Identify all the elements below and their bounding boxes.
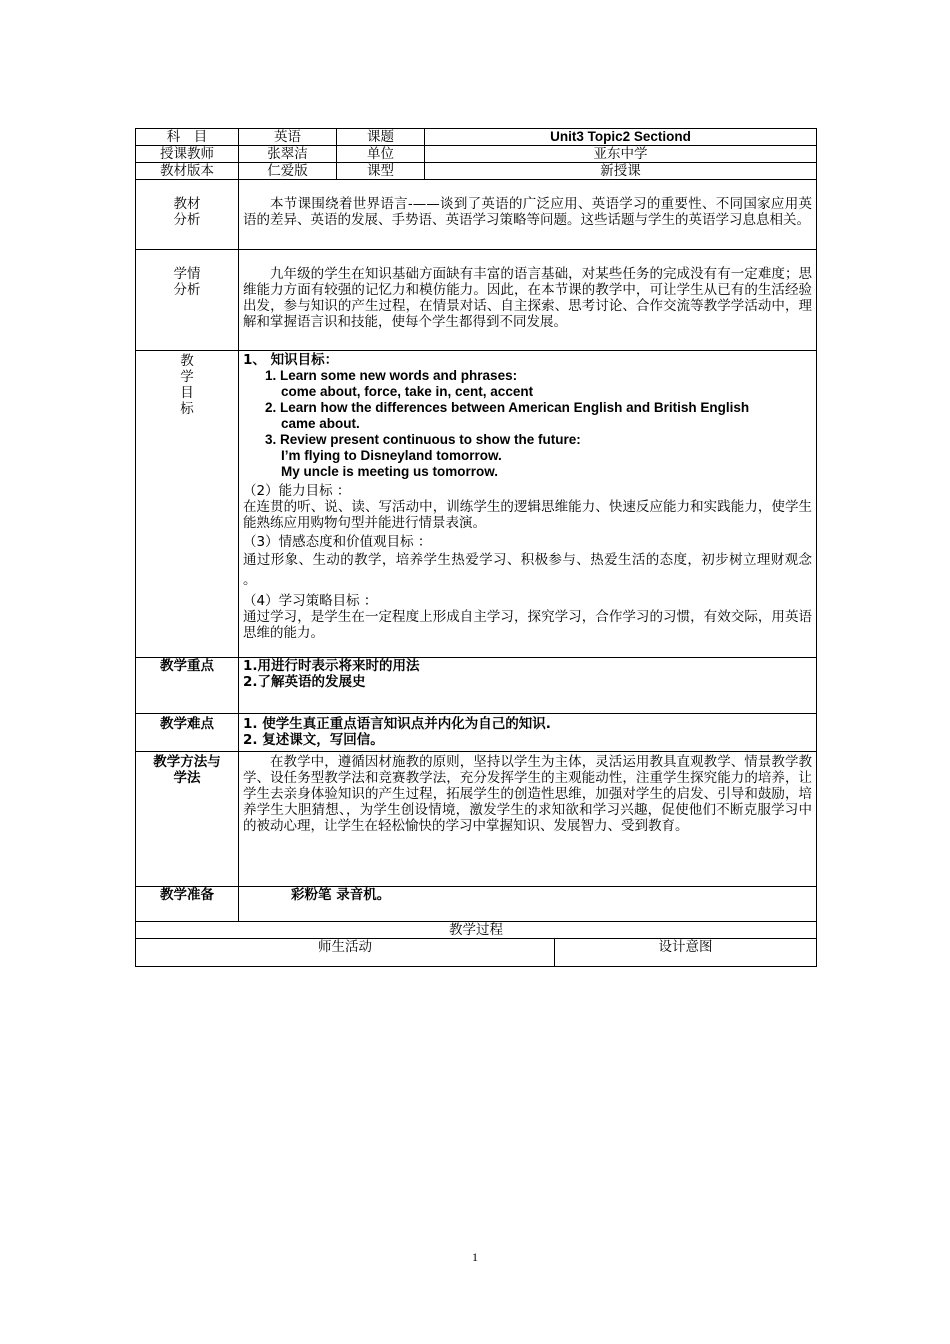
page-number: 1 [472,1250,478,1264]
material-label [136,180,239,250]
topic-value: Unit3 Topic2 Sectiond [425,129,817,146]
row-students [136,250,817,351]
process-col-activities: 师生活动 [136,939,555,967]
topic-label: 课题 [337,129,425,146]
subject-label: 科 目 [136,129,239,146]
knowledge-item-1: 1. Learn some new words and phrases: [265,368,518,383]
emotion-title: （3）情感态度和价值观目标 ： [243,534,432,550]
knowledge-item-2: 2. Learn how the differences between American English and British English [265,400,750,415]
objectives-label-char-2: 学 [180,369,194,385]
knowledge-item-3-example-1: I’m flying to Disneyland tomorrow. [281,448,502,463]
lesson-plan-table [135,128,817,967]
emotion-text: 通过形象、生动的教学，培养学生热爱学习、积极参与、热爱生活的态度，初步树立理财观念 。 [243,552,813,588]
knowledge-item-1-words: come about, force, take in, cent, accent [281,384,534,399]
ability-text: 在连贯的听、说、读、写活动中，训练学生的逻辑思维能力、快速反应能力和实践能力，使学生能熟练应用购物句型并能进行情景表演。 [243,499,813,531]
edition-label: 教材版本 [136,163,239,180]
row-process-title [136,922,817,939]
difficulties-content [239,714,817,752]
methods-label-line-1: 教学方法与 [153,754,221,770]
ability-title: （2）能力目标 ： [243,483,351,499]
knowledge-item-2-cont: came about. [281,416,360,431]
key-points-label: 教学重点 [136,658,239,714]
teacher-value: 张翠洁 [239,146,337,163]
objectives-label-char-1: 教 [180,353,194,369]
difficulty-1: 1. 使学生真正重点语言知识点并内化为自己的知识. [243,716,551,732]
material-text: 本节课围绕着世界语言-——谈到了英语的广泛应用、英语学习的重要性、不同国家应用英语的差异、英语的发展、手势语、英语学习策略等问题。这些话题与学生的英语学习息息相关。 [239,180,817,250]
row-preparation [136,887,817,922]
knowledge-item-3-example-2: My uncle is meeting us tomorrow. [281,464,499,479]
row-process-columns [136,939,817,967]
strategy-text: 通过学习，是学生在一定程度上形成自主学习，探究学习，合作学习的习惯，有效交际，用英语思维的能力。 [243,609,813,641]
methods-label [136,752,239,887]
row-teacher [136,146,817,163]
knowledge-title: 1、 知识目标： [243,352,339,368]
preparation-text: 彩粉笔 录音机。 [239,887,817,922]
methods-label-line-2: 学法 [173,770,201,786]
objectives-content [239,351,817,658]
students-label-line-2: 分析 [173,282,201,298]
edition-value: 仁爱版 [239,163,337,180]
type-label: 课型 [337,163,425,180]
objectives-label-char-4: 标 [180,401,194,417]
unit-label: 单位 [337,146,425,163]
row-subject [136,129,817,146]
process-col-intent: 设计意图 [555,939,817,967]
key-points-content [239,658,817,714]
material-label-line-1: 教材 [173,196,201,212]
methods-text: 在教学中，遵循因材施教的原则，坚持以学生为主体，灵活运用教具直观教学、情景教学教学、设任务型教学法和竞赛教学法，充分发挥学生的主观能动性，注重学生探究能力的培养，让学生去亲身体验知识的产生过程，拓展学生的创造性思维，加强对学生的启发、引导和鼓励，培养学生大胆猜想、，为学生创设情境，激发学生的求知欲和学习兴趣，促使他们不断克服学习中的被动心理，让学生在轻松愉快的学习中掌握知识、发展智力、受到教育。 [239,752,817,887]
type-value: 新授课 [425,163,817,180]
row-material [136,180,817,250]
objectives-label-char-3: 目 [180,385,194,401]
row-edition [136,163,817,180]
key-point-2: 2.了解英语的发展史 [243,674,366,690]
teacher-label: 授课教师 [136,146,239,163]
row-key-points [136,658,817,714]
material-label-line-2: 分析 [173,212,201,228]
unit-value: 亚东中学 [425,146,817,163]
objectives-label [136,351,239,658]
subject-value: 英语 [239,129,337,146]
knowledge-item-3: 3. Review present continuous to show the future: [265,432,581,447]
difficulty-2: 2. 复述课文，写回信。 [243,732,384,748]
process-title: 教学过程 [136,922,817,939]
difficulties-label: 教学难点 [136,714,239,752]
students-text: 九年级的学生在知识基础方面缺有丰富的语言基础，对某些任务的完成没有有一定难度；思维能力方面有较强的记忆力和模仿能力。因此，在本节课的教学中，可让学生从已有的生活经验出发，参与知识的产生过程，在情景对话、自主探索、思考讨论、合作交流等教学学活动中，理解和掌握语言识和技能，使每个学生都得到不同发展。 [239,250,817,351]
students-label-line-1: 学情 [173,266,201,282]
row-methods [136,752,817,887]
row-objectives [136,351,817,658]
row-difficulties [136,714,817,752]
preparation-label: 教学准备 [136,887,239,922]
strategy-title: （4）学习策略目标 ： [243,593,378,609]
key-point-1: 1.用进行时表示将来时的用法 [243,658,420,674]
students-label [136,250,239,351]
